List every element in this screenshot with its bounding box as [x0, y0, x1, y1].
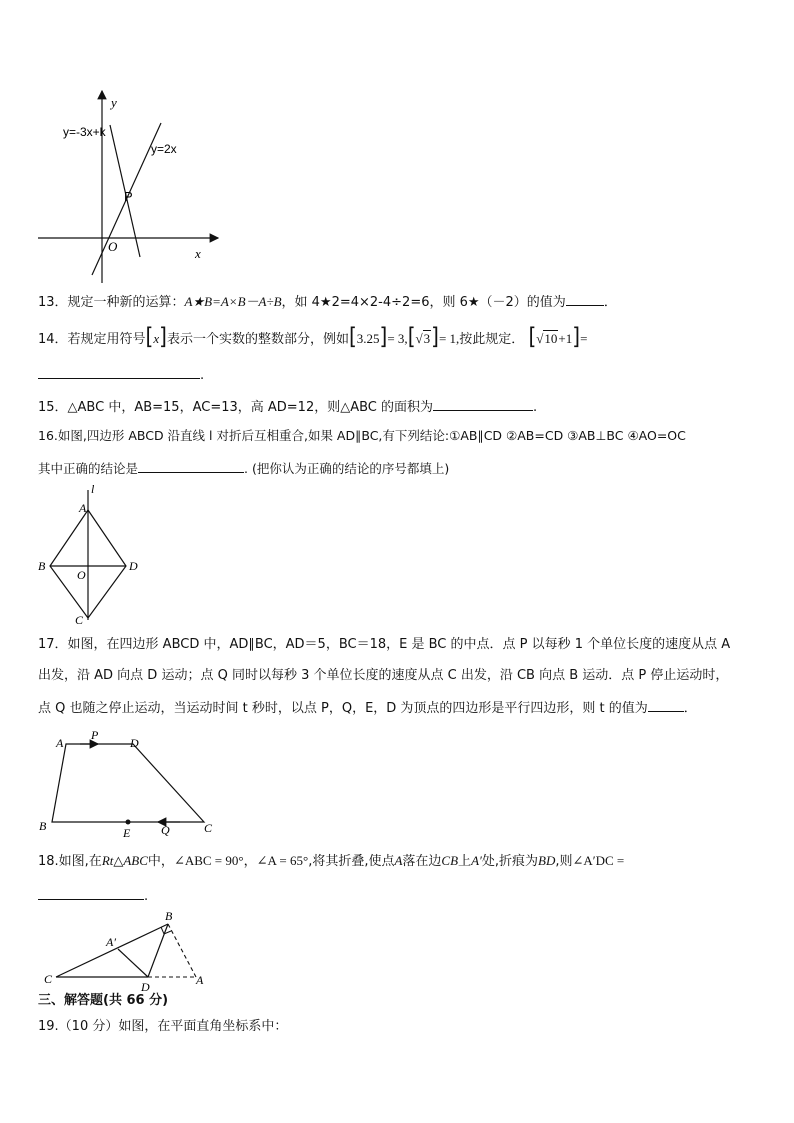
q18-point-a: A: [394, 853, 403, 868]
q18-part7: ,则: [555, 854, 573, 869]
q17-line3-suffix: ．: [683, 701, 697, 716]
q17-answer-blank[interactable]: [648, 697, 684, 712]
fig17-label-d: D: [130, 736, 139, 750]
q13-definition: A★B=A×B－A÷B: [184, 294, 282, 309]
q18-part3: ,将其折叠,使点: [308, 854, 395, 869]
q14-eq1: = 3,: [387, 331, 408, 346]
graph-figure: [30, 85, 230, 290]
fig16-label-l: l: [91, 482, 95, 496]
q18-angle2: ∠A = 65°: [256, 853, 309, 868]
fig18-label-aprime: A′: [106, 935, 116, 949]
q14-mid2: 按此规定．: [459, 332, 525, 347]
q13-suffix: ．: [603, 295, 617, 310]
q18-part6: 处,折痕为: [481, 854, 538, 869]
point-e: [126, 820, 131, 825]
fig16-label-b: B: [38, 559, 46, 573]
point-p-label: P: [124, 189, 133, 204]
q19-text: 19.（10 分）如图，在平面直角坐标系中：: [38, 1019, 288, 1034]
question-13: [38, 291, 617, 312]
fig16-label-a: A: [79, 501, 87, 515]
x-axis-label: x: [195, 246, 201, 261]
section-3-title-text: 三、解答题(共 66 分): [38, 993, 169, 1008]
fig18-label-d: D: [141, 980, 150, 994]
line1-label: y=-3x+k: [63, 125, 106, 139]
question-17-line2: [38, 667, 728, 685]
q16-line1: 16.如图,四边形 ABCD 沿直线 l 对折后互相重合,如果 AD∥BC,有下列结论:①AB∥CD ②AB=CD ③AB⊥BC ④AO=OC: [38, 428, 686, 443]
question-17-line3: [38, 697, 697, 718]
q14-mid: 表示一个实数的整数部分，例如: [166, 332, 349, 347]
question-14-answer-line: [38, 364, 204, 385]
fig17-label-q: Q: [161, 823, 170, 837]
q14-equals: =: [580, 331, 588, 346]
figure-17: [30, 725, 230, 840]
q15-answer-blank[interactable]: [433, 396, 533, 411]
fig16-label-c: C: [75, 613, 84, 625]
q17-line1: 17．如图，在四边形 ABCD 中，AD∥BC，AD＝5，BC＝18，E 是 BC 的中点．点 P 以每秒 1 个单位长度的速度从点 A: [38, 637, 731, 652]
trapezoid-abcd: [52, 744, 204, 822]
q14-answer-blank[interactable]: [38, 364, 200, 379]
fig18-label-a: A: [196, 973, 204, 987]
q17-line2: 出发，沿 AD 向点 D 运动；点 Q 同时以每秒 3 个单位长度的速度从点 C 出发，沿 CB 向点 B 运动．点 P 停止运动时，: [38, 668, 729, 683]
q17-line3-prefix: 点 Q 也随之停止运动，当运动时间 t 秒时，以点 P，Q，E，D 为顶点的四边形是平行四边形，则 t 的值为: [38, 701, 648, 716]
q18-crease-bd: BD: [538, 853, 556, 868]
q14-x-symbol: x: [153, 331, 160, 346]
q18-answer-blank[interactable]: [38, 885, 144, 900]
q18-part5: 上: [458, 854, 472, 869]
dashed-ba: [168, 924, 196, 977]
q14-radicand1: 3: [423, 331, 431, 346]
q16-line2-prefix: 其中正确的结论是: [38, 461, 139, 476]
y-axis-label: y: [111, 95, 117, 110]
q14-val1: 3.25: [356, 331, 380, 346]
q13-prefix: 13．规定一种新的运算：: [38, 295, 185, 310]
q13-example: ，如 4★2=4×2-4÷2=6，则 6★（－2）的值为: [281, 295, 566, 310]
q15-text: 15．△ABC 中，AB=15，AC=13，高 AD=12，则△ABC 的面积为: [38, 400, 434, 415]
fig18-label-c: C: [44, 972, 53, 986]
q14-prefix: 14．若规定用符号: [38, 332, 146, 347]
fig17-label-a: A: [56, 736, 64, 750]
q13-answer-blank[interactable]: [566, 291, 604, 306]
question-17-line1: [38, 636, 730, 654]
q18-angle1: ∠ABC = 90°，: [173, 853, 257, 868]
question-16-line1: [38, 427, 686, 445]
q18-suffix: .: [144, 889, 149, 904]
q16-line2-suffix: . (把你认为正确的结论的序号都填上): [244, 461, 450, 476]
section-3-title: [38, 992, 168, 1010]
q14-eq2: = 1,: [438, 331, 460, 346]
fig16-label-d: D: [129, 559, 138, 573]
question-16-line2: [38, 458, 449, 478]
q15-suffix: .: [533, 400, 538, 415]
question-15: [38, 396, 537, 417]
origin-label: O: [108, 239, 118, 254]
q16-answer-blank[interactable]: [138, 458, 244, 473]
q14-plus-one: +1: [558, 331, 573, 346]
q18-point-aprime: A′: [471, 853, 482, 868]
fig17-label-c: C: [204, 821, 213, 835]
q14-suffix: .: [200, 368, 205, 383]
segment-aprime-d: [118, 949, 148, 977]
q18-part4: 落在边: [402, 854, 442, 869]
q18-side-cb: CB: [441, 853, 459, 868]
question-18-answer-line: [38, 885, 148, 906]
fig16-label-o: O: [77, 568, 86, 582]
q18-part2: 中，: [147, 854, 174, 869]
fig17-label-e: E: [123, 826, 131, 840]
question-14: 14．若规定用符号[x]表示一个实数的整数部分，例如[3.25]= 3,[√3]= 1,按此规定． [√10+1]=: [38, 322, 588, 350]
figure-16: [30, 480, 150, 625]
question-18: [38, 852, 624, 871]
figure-18: [30, 905, 220, 995]
fig18-label-b: B: [165, 909, 173, 923]
line2-label: y=2x: [151, 142, 177, 156]
fig17-label-p: P: [91, 728, 99, 742]
q18-triangle: Rt△ABC: [101, 853, 148, 868]
q18-angle3: ∠A′DC =: [572, 853, 625, 868]
question-19: [38, 1018, 287, 1036]
q18-part1: 18.如图,在: [38, 854, 102, 869]
fig17-label-b: B: [39, 819, 47, 833]
q14-radicand2: 10: [544, 331, 558, 346]
